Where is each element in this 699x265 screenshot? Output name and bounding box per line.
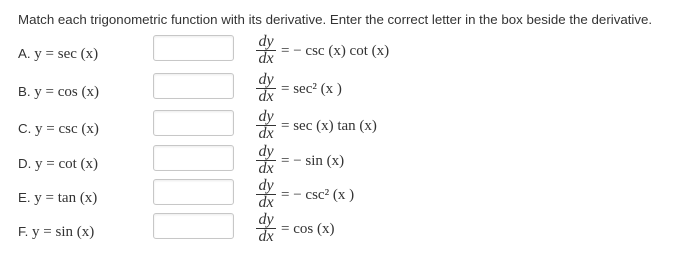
derivative-fraction: dy dx [255, 212, 277, 245]
derivative-fraction: dy dx [255, 72, 277, 105]
derivative-expression: = sec² (x ) [281, 81, 342, 97]
derivative-expression: = − csc (x) cot (x) [281, 43, 390, 59]
answer-input[interactable] [153, 179, 234, 205]
match-row [0, 178, 699, 212]
derivative-expression: = − sin (x) [281, 153, 345, 169]
answer-input[interactable] [153, 213, 234, 239]
match-row [0, 72, 699, 106]
answer-input[interactable] [153, 73, 234, 99]
function-expression: y = csc (x) [35, 121, 99, 137]
derivative-expression: = − csc² (x ) [281, 187, 355, 203]
derivative-fraction: dy dx [255, 144, 277, 177]
derivative-fraction: dy dx [255, 34, 277, 67]
answer-input[interactable] [153, 110, 234, 136]
function-letter: D. [18, 156, 32, 171]
function-expression: y = sin (x) [32, 224, 95, 240]
match-row [0, 34, 699, 68]
derivative-expression: = cos (x) [281, 221, 335, 237]
derivative-expression: = sec (x) tan (x) [281, 118, 377, 134]
function-expression: y = tan (x) [34, 190, 98, 206]
answer-input[interactable] [153, 35, 234, 61]
function-letter: B. [18, 84, 31, 99]
answer-input[interactable] [153, 145, 234, 171]
match-row [0, 144, 699, 178]
function-letter: C. [18, 121, 32, 136]
instructions: Match each trigonometric function with its derivative. Enter the correct letter in the box beside the derivative. [18, 12, 653, 27]
function-expression: y = cos (x) [34, 84, 99, 100]
function-expression: y = cot (x) [35, 156, 99, 172]
function-expression: y = sec (x) [34, 46, 99, 62]
function-letter: A. [18, 46, 31, 61]
match-row [0, 212, 699, 246]
derivative-fraction: dy dx [255, 109, 277, 142]
function-letter: E. [18, 190, 31, 205]
match-row [0, 109, 699, 143]
derivative-fraction: dy dx [255, 178, 277, 211]
function-letter: F. [18, 224, 29, 239]
